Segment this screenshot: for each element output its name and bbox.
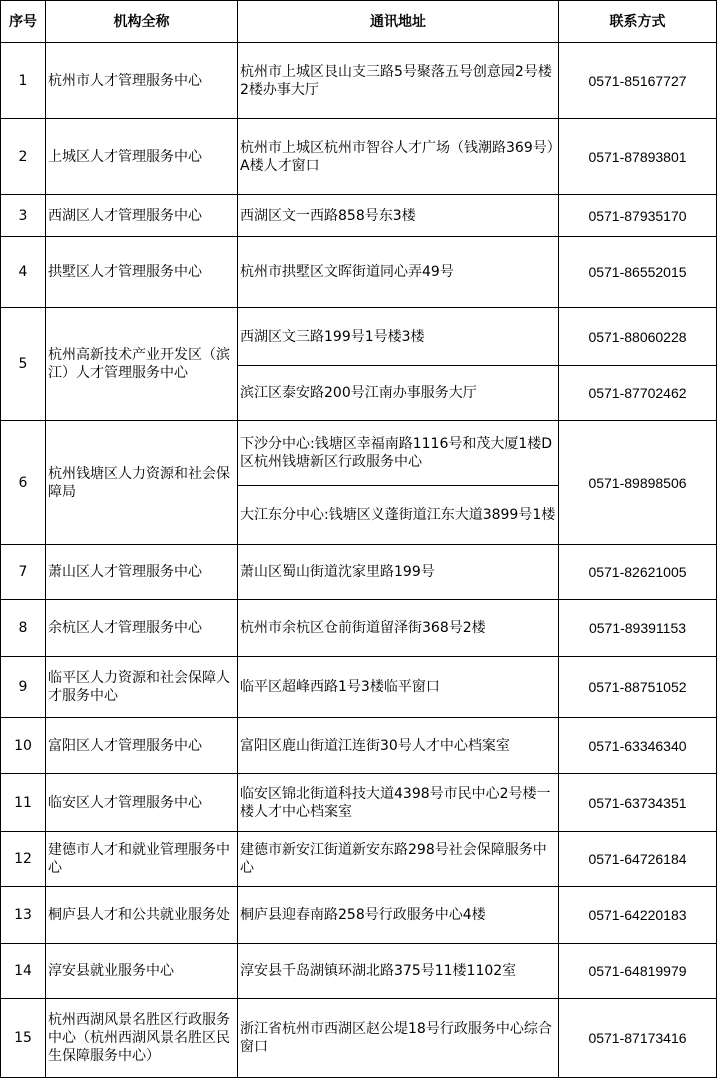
- table-row: [1, 944, 717, 999]
- table-row: [1, 195, 717, 237]
- institution-phone: 0571-64819979: [559, 944, 717, 999]
- institution-name: 临平区人力资源和社会保障人才服务中心: [46, 657, 238, 718]
- header-phone: 联系方式: [559, 1, 717, 43]
- table-row: [1, 308, 717, 366]
- institution-phone: 0571-63734351: [559, 774, 717, 832]
- table-row: [1, 43, 717, 119]
- institution-address: 桐庐县迎春南路258号行政服务中心4楼: [238, 887, 559, 944]
- institution-name: 杭州市人才管理服务中心: [46, 43, 238, 119]
- institution-phone: 0571-85167727: [559, 43, 717, 119]
- institution-phone: 0571-64220183: [559, 887, 717, 944]
- institution-name: 桐庐县人才和公共就业服务处: [46, 887, 238, 944]
- table-row: [1, 421, 717, 486]
- table-row: [1, 545, 717, 600]
- header-index: 序号: [1, 1, 46, 43]
- row-index: 13: [1, 887, 46, 944]
- institution-name: 上城区人才管理服务中心: [46, 119, 238, 195]
- institution-address: 浙江省杭州市西湖区赵公堤18号行政服务中心综合窗口: [238, 999, 559, 1078]
- table-row: [1, 832, 717, 887]
- institution-phone: 0571-87173416: [559, 999, 717, 1078]
- institution-address: 西湖区文一西路858号东3楼: [238, 195, 559, 237]
- institution-phone: 0571-89898506: [559, 421, 717, 545]
- table-row: [1, 657, 717, 718]
- table-row: [1, 718, 717, 774]
- row-index: 2: [1, 119, 46, 195]
- institution-name: 建德市人才和就业管理服务中心: [46, 832, 238, 887]
- row-index: 12: [1, 832, 46, 887]
- institution-name: 萧山区人才管理服务中心: [46, 545, 238, 600]
- table-row: [1, 887, 717, 944]
- row-index: 10: [1, 718, 46, 774]
- table-row: [1, 774, 717, 832]
- institution-address: 淳安县千岛湖镇环湖北路375号11楼1102室: [238, 944, 559, 999]
- row-index: 11: [1, 774, 46, 832]
- institution-phone-secondary: 0571-87702462: [559, 366, 717, 421]
- institution-address: 下沙分中心:钱塘区幸福南路1116号和茂大厦1楼D区杭州钱塘新区行政服务中心: [238, 421, 559, 486]
- institution-phone: 0571-87893801: [559, 119, 717, 195]
- row-index: 9: [1, 657, 46, 718]
- row-index: 15: [1, 999, 46, 1078]
- institution-address: 富阳区鹿山街道江连街30号人才中心档案室: [238, 718, 559, 774]
- institution-name: 西湖区人才管理服务中心: [46, 195, 238, 237]
- institution-address: 建德市新安江街道新安东路298号社会保障服务中心: [238, 832, 559, 887]
- table-row: [1, 119, 717, 195]
- institution-name: 拱墅区人才管理服务中心: [46, 237, 238, 308]
- header-name: 机构全称: [46, 1, 238, 43]
- table-row: [1, 600, 717, 657]
- institution-name: 杭州高新技术产业开发区（滨江）人才管理服务中心: [46, 308, 238, 421]
- table-row: [1, 999, 717, 1078]
- institution-address: 杭州市上城区艮山支三路5号聚落五号创意园2号楼2楼办事大厅: [238, 43, 559, 119]
- institution-address: 西湖区文三路199号1号楼3楼: [238, 308, 559, 366]
- row-index: 5: [1, 308, 46, 421]
- institution-address: 杭州市上城区杭州市智谷人才广场（钱潮路369号）A楼人才窗口: [238, 119, 559, 195]
- institution-address: 杭州市余杭区仓前街道留泽街368号2楼: [238, 600, 559, 657]
- institution-name: 杭州西湖风景名胜区行政服务中心（杭州西湖风景名胜区民生保障服务中心）: [46, 999, 238, 1078]
- institution-phone: 0571-88060228: [559, 308, 717, 366]
- institution-phone: 0571-88751052: [559, 657, 717, 718]
- institution-address: 临平区超峰西路1号3楼临平窗口: [238, 657, 559, 718]
- row-index: 8: [1, 600, 46, 657]
- institution-name: 淳安县就业服务中心: [46, 944, 238, 999]
- row-index: 6: [1, 421, 46, 545]
- institution-phone: 0571-64726184: [559, 832, 717, 887]
- institution-phone: 0571-89391153: [559, 600, 717, 657]
- table-row: [1, 237, 717, 308]
- institution-phone: 0571-86552015: [559, 237, 717, 308]
- row-index: 1: [1, 43, 46, 119]
- institution-address-secondary: 滨江区泰安路200号江南办事服务大厅: [238, 366, 559, 421]
- institution-phone: 0571-82621005: [559, 545, 717, 600]
- row-index: 4: [1, 237, 46, 308]
- institution-address: 萧山区蜀山街道沈家里路199号: [238, 545, 559, 600]
- institution-name: 临安区人才管理服务中心: [46, 774, 238, 832]
- institution-address-secondary: 大江东分中心:钱塘区义蓬街道江东大道3899号1楼: [238, 486, 559, 545]
- institution-name: 杭州钱塘区人力资源和社会保障局: [46, 421, 238, 545]
- header-row: [1, 1, 717, 43]
- header-address: 通讯地址: [238, 1, 559, 43]
- row-index: 3: [1, 195, 46, 237]
- row-index: 7: [1, 545, 46, 600]
- institution-name: 富阳区人才管理服务中心: [46, 718, 238, 774]
- institution-name: 余杭区人才管理服务中心: [46, 600, 238, 657]
- institution-address: 临安区锦北街道科技大道4398号市民中心2号楼一楼人才中心档案室: [238, 774, 559, 832]
- institution-address: 杭州市拱墅区文晖街道同心弄49号: [238, 237, 559, 308]
- institution-phone: 0571-63346340: [559, 718, 717, 774]
- row-index: 14: [1, 944, 46, 999]
- institution-phone: 0571-87935170: [559, 195, 717, 237]
